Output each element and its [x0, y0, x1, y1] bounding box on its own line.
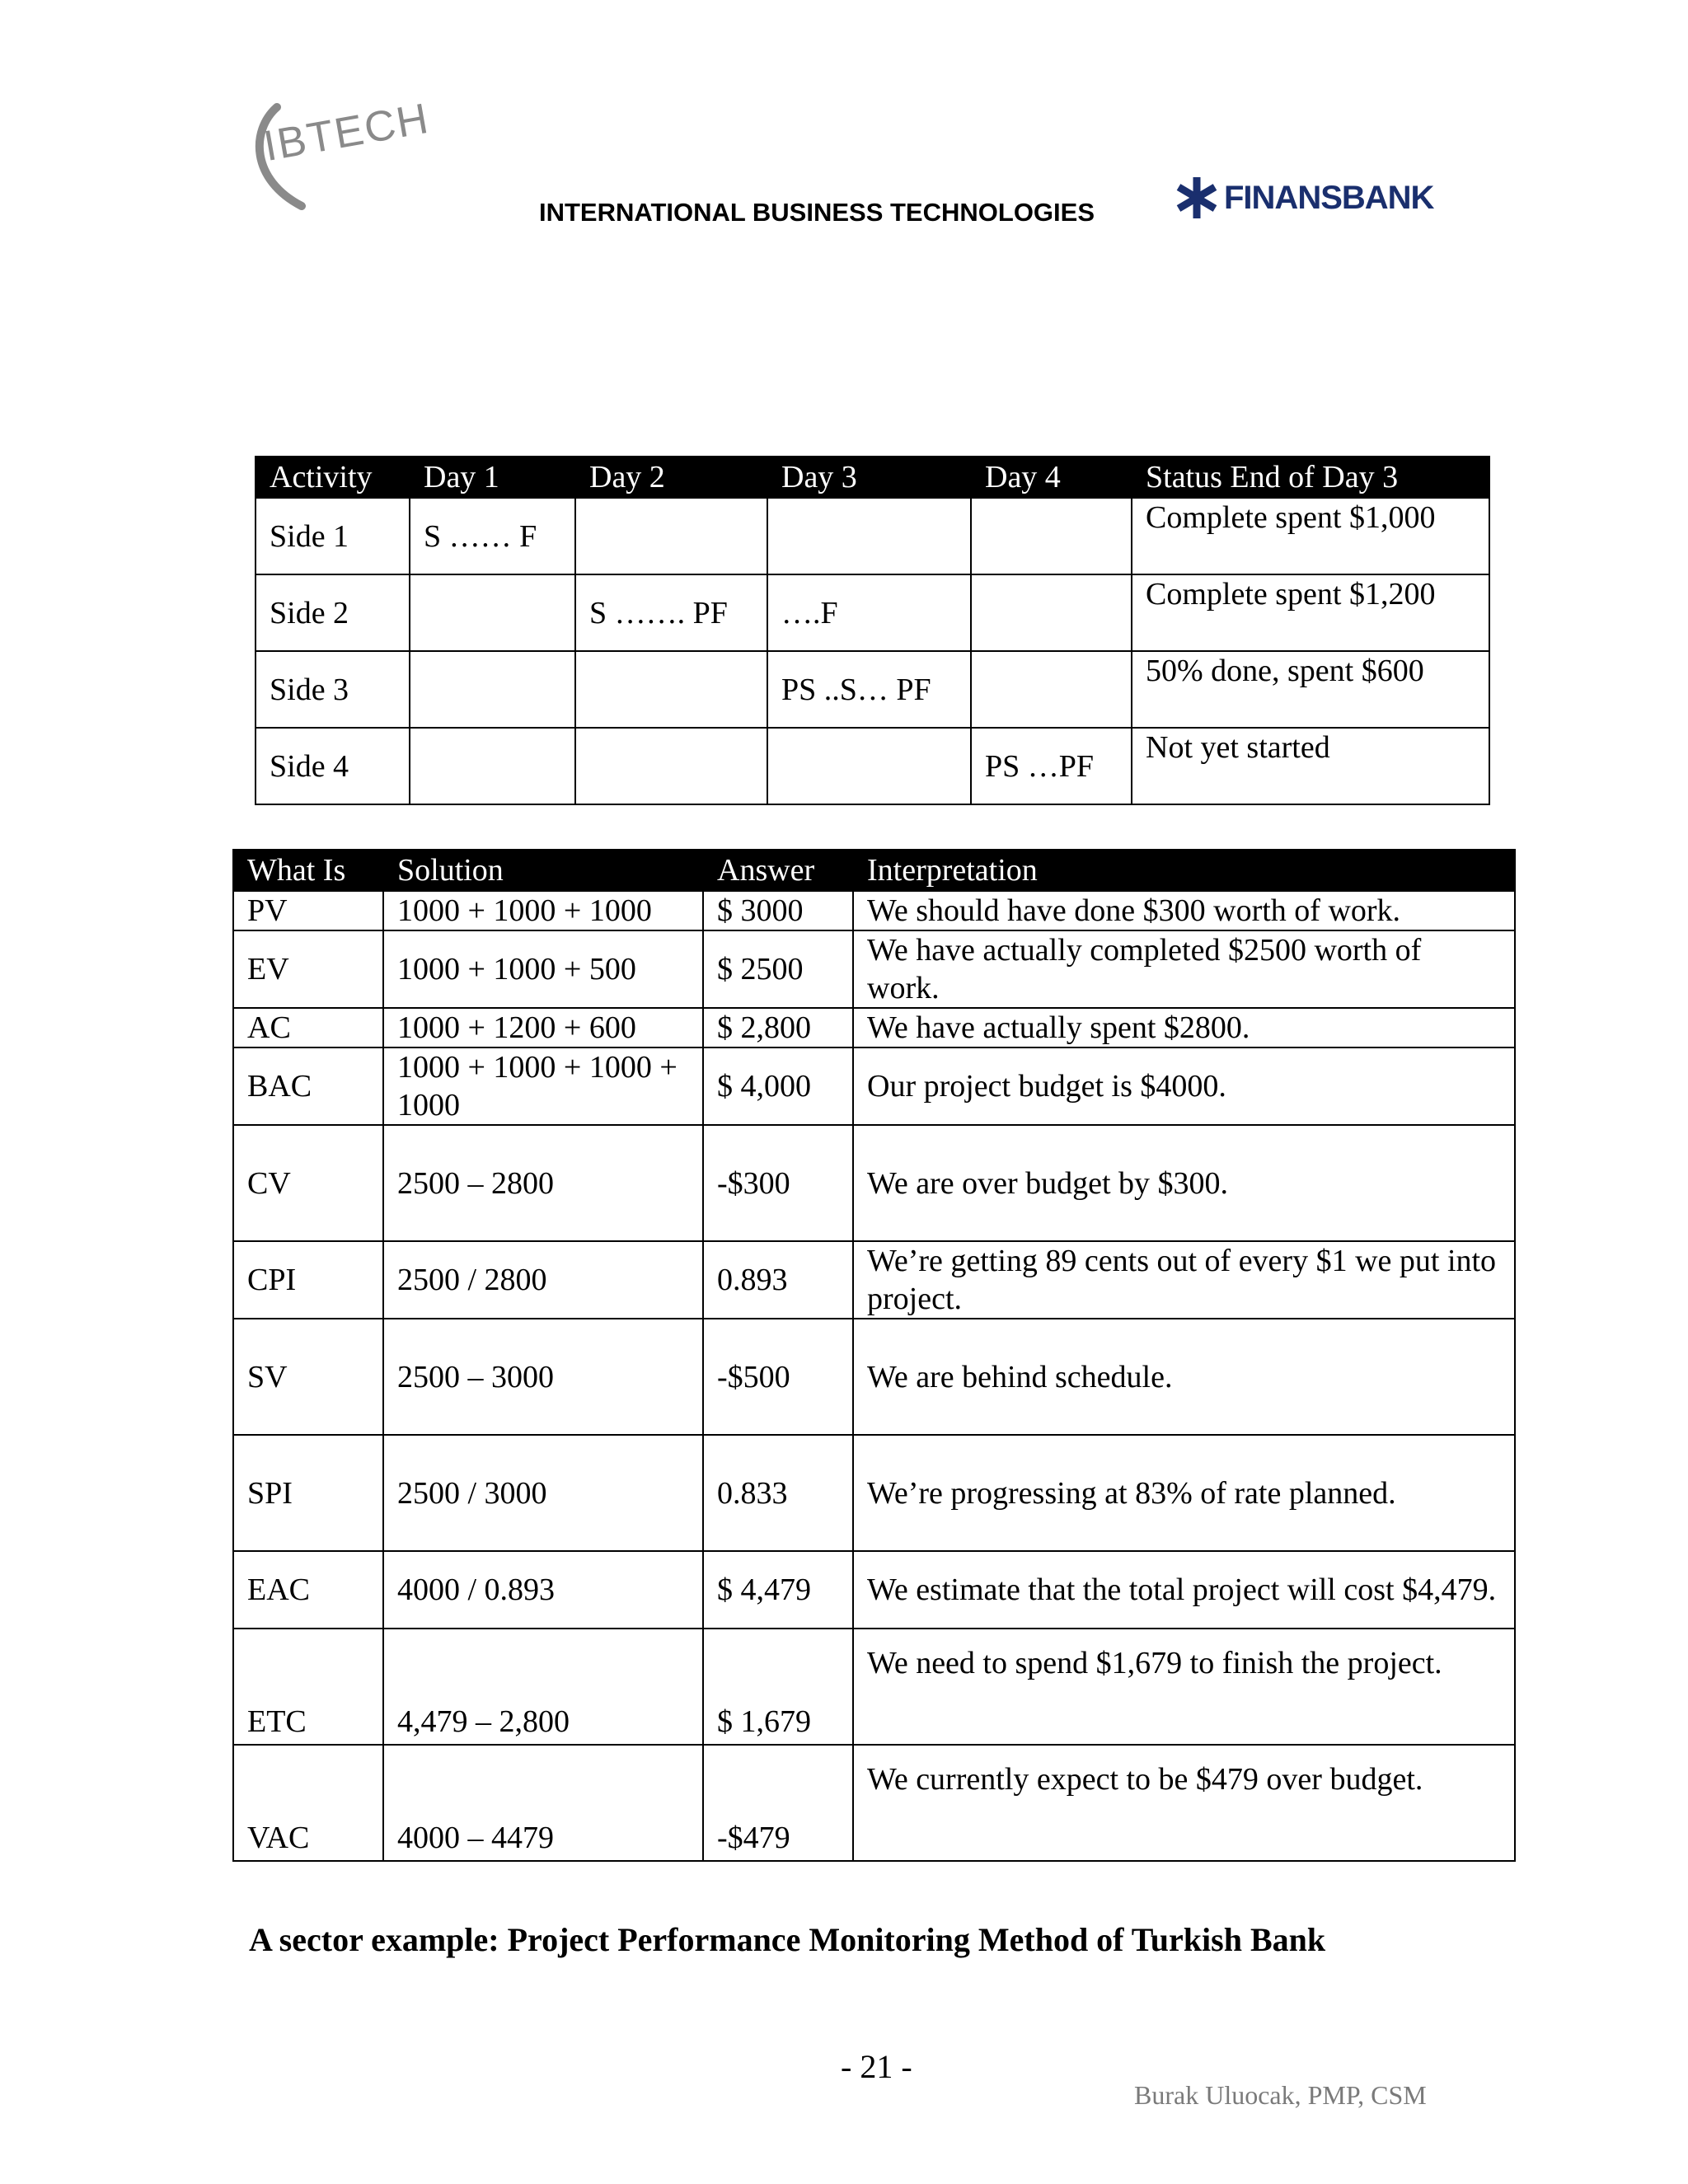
logo-text: IBTECH	[260, 94, 434, 171]
table-header-row	[233, 850, 1515, 891]
table-row	[233, 1047, 1515, 1125]
table-cell: CV	[233, 1125, 383, 1241]
table-cell: We’re progressing at 83% of rate planned.	[853, 1435, 1515, 1551]
table-row	[256, 574, 1489, 651]
header-day-3: Day 3	[767, 457, 971, 498]
table-cell: -$500	[703, 1319, 853, 1435]
table-cell: $ 2,800	[703, 1008, 853, 1047]
table-cell: CPI	[233, 1241, 383, 1319]
table-row	[233, 1241, 1515, 1319]
table-row	[233, 930, 1515, 1008]
table-cell: 0.893	[703, 1241, 853, 1319]
table-row	[233, 891, 1515, 930]
table-cell: We are behind schedule.	[853, 1319, 1515, 1435]
table-cell: We have actually spent $2800.	[853, 1008, 1515, 1047]
table-row	[233, 1629, 1515, 1745]
table-cell: 50% done, spent $600	[1132, 651, 1489, 728]
table-cell: ….F	[767, 574, 971, 651]
table-cell: Side 2	[256, 574, 410, 651]
table-cell: EAC	[233, 1551, 383, 1629]
table-row	[233, 1551, 1515, 1629]
table-cell: Not yet started	[1132, 728, 1489, 804]
table-cell: -$300	[703, 1125, 853, 1241]
header-day-2: Day 2	[575, 457, 767, 498]
table-cell: We estimate that the total project will cost $4,479.	[853, 1551, 1515, 1629]
header-what-is: What Is	[233, 850, 383, 891]
table-cell	[971, 498, 1132, 574]
table-cell: VAC	[233, 1745, 383, 1861]
table-cell: 1000 + 1000 + 1000 + 1000	[383, 1047, 703, 1125]
table-cell: 2500 / 2800	[383, 1241, 703, 1319]
table-cell: We’re getting 89 cents out of every $1 we put into project.	[853, 1241, 1515, 1319]
bank-name: FINANSBANK	[1224, 179, 1434, 216]
table-cell: We currently expect to be $479 over budget.	[853, 1745, 1515, 1861]
table-row	[256, 728, 1489, 804]
table-header-row	[256, 457, 1489, 498]
header-solution: Solution	[383, 850, 703, 891]
table-cell: PV	[233, 891, 383, 930]
table-row	[233, 1008, 1515, 1047]
table-cell	[410, 574, 575, 651]
table-cell: SPI	[233, 1435, 383, 1551]
table-cell: We need to spend $1,679 to finish the project.	[853, 1629, 1515, 1745]
table-cell: AC	[233, 1008, 383, 1047]
table-cell: SV	[233, 1319, 383, 1435]
ibtech-logo	[244, 94, 434, 221]
table-cell: 4000 / 0.893	[383, 1551, 703, 1629]
table-cell: $ 4,479	[703, 1551, 853, 1629]
table-cell: $ 1,679	[703, 1629, 853, 1745]
header-activity: Activity	[256, 457, 410, 498]
asterisk-icon	[1175, 176, 1219, 220]
table-cell: BAC	[233, 1047, 383, 1125]
evm-table	[232, 849, 1516, 1862]
table-cell: 4,479 – 2,800	[383, 1629, 703, 1745]
table-cell: Side 1	[256, 498, 410, 574]
table-cell: 2500 – 3000	[383, 1319, 703, 1435]
table-cell	[767, 728, 971, 804]
table-cell: PS ..S… PF	[767, 651, 971, 728]
table-row	[256, 498, 1489, 574]
table-row	[233, 1125, 1515, 1241]
table-cell	[767, 498, 971, 574]
table-cell	[971, 574, 1132, 651]
table-cell: Complete spent $1,200	[1132, 574, 1489, 651]
activity-table	[255, 456, 1490, 805]
table-row	[233, 1745, 1515, 1861]
table-cell	[575, 498, 767, 574]
table-cell	[575, 728, 767, 804]
table-cell: S …… F	[410, 498, 575, 574]
header-status: Status End of Day 3	[1132, 457, 1489, 498]
table-row	[233, 1319, 1515, 1435]
table-cell: We should have done $300 worth of work.	[853, 891, 1515, 930]
table-row	[256, 651, 1489, 728]
table-cell: We are over budget by $300.	[853, 1125, 1515, 1241]
table-cell: $ 4,000	[703, 1047, 853, 1125]
header-day-1: Day 1	[410, 457, 575, 498]
table-cell: Our project budget is $4000.	[853, 1047, 1515, 1125]
page-number: - 21 -	[841, 2048, 912, 2085]
header-answer: Answer	[703, 850, 853, 891]
table-cell: PS …PF	[971, 728, 1132, 804]
table-cell: 1000 + 1200 + 600	[383, 1008, 703, 1047]
table-cell: 1000 + 1000 + 500	[383, 930, 703, 1008]
header-interpretation: Interpretation	[853, 850, 1515, 891]
table-cell: -$479	[703, 1745, 853, 1861]
table-cell	[410, 728, 575, 804]
company-name: INTERNATIONAL BUSINESS TECHNOLOGIES	[539, 198, 1095, 227]
table-cell: S ……. PF	[575, 574, 767, 651]
table-cell: 1000 + 1000 + 1000	[383, 891, 703, 930]
table-cell: 2500 – 2800	[383, 1125, 703, 1241]
section-caption: A sector example: Project Performance Monitoring Method of Turkish Bank	[249, 1921, 1326, 1958]
table-cell	[575, 651, 767, 728]
finansbank-logo	[1175, 175, 1433, 221]
table-cell: 2500 / 3000	[383, 1435, 703, 1551]
table-cell: We have actually completed $2500 worth of work.	[853, 930, 1515, 1008]
table-cell	[971, 651, 1132, 728]
table-cell: Complete spent $1,000	[1132, 498, 1489, 574]
table-cell: 4000 – 4479	[383, 1745, 703, 1861]
table-cell: Side 4	[256, 728, 410, 804]
table-cell	[410, 651, 575, 728]
header-day-4: Day 4	[971, 457, 1132, 498]
table-row	[233, 1435, 1515, 1551]
table-cell: Side 3	[256, 651, 410, 728]
table-cell: ETC	[233, 1629, 383, 1745]
table-cell: $ 2500	[703, 930, 853, 1008]
table-cell: $ 3000	[703, 891, 853, 930]
table-cell: EV	[233, 930, 383, 1008]
table-cell: 0.833	[703, 1435, 853, 1551]
author-footer: Burak Uluocak, PMP, CSM	[1134, 2080, 1427, 2110]
